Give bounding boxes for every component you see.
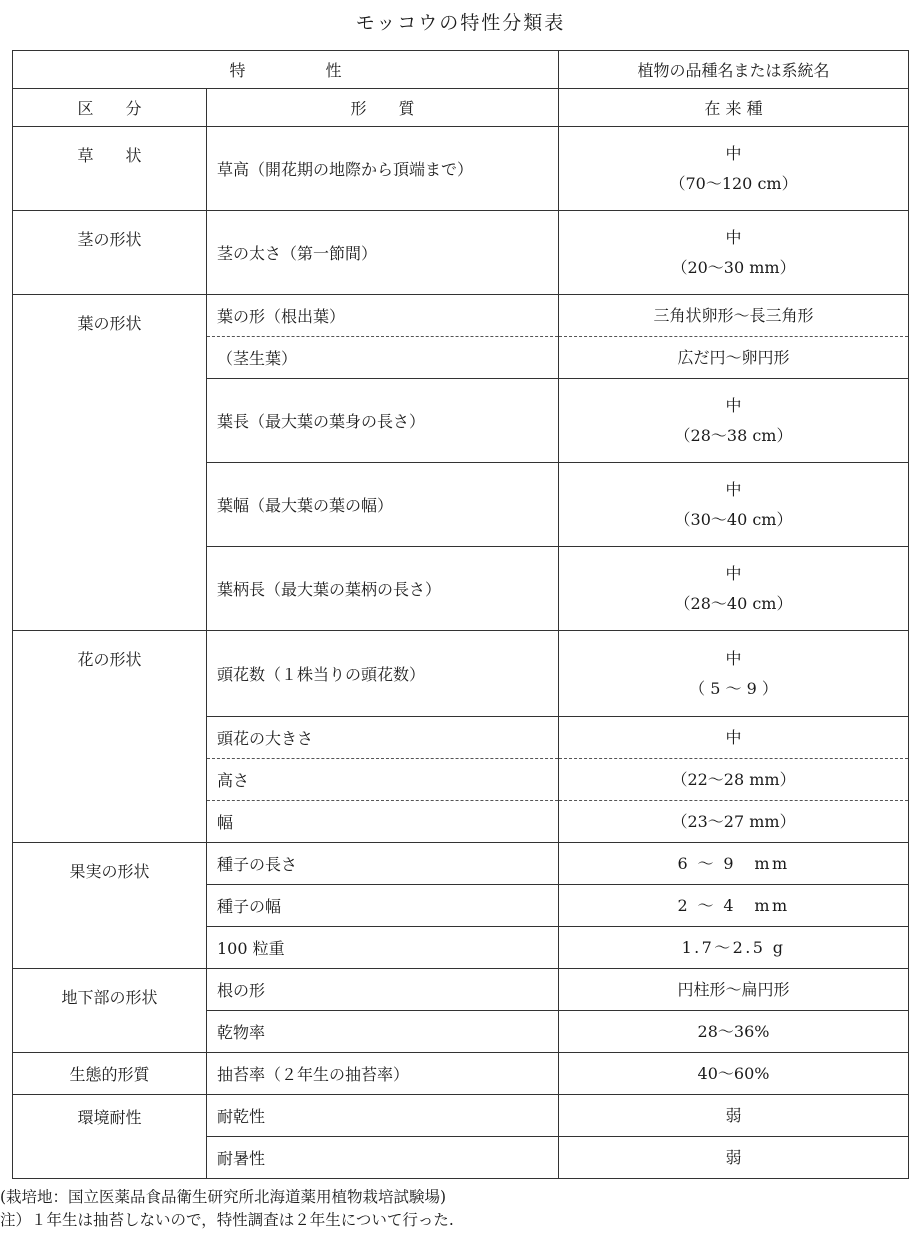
table-row <box>13 211 909 295</box>
category-leaf: 葉の形状 <box>13 295 207 631</box>
trait-value: 2 ～ 4 mm <box>559 885 909 927</box>
trait-table <box>12 50 909 1179</box>
footnotes <box>0 1186 454 1232</box>
category-env: 環境耐性 <box>13 1095 207 1179</box>
cultivation-site-note: (栽培地：国立医薬品食品衛生研究所北海道薬用植物栽培試験場) <box>0 1188 447 1206</box>
trait-value: 弱 <box>559 1095 909 1137</box>
trait-label: 葉長（最大葉の葉身の長さ） <box>207 379 559 463</box>
category-fruit: 果実の形状 <box>13 843 207 969</box>
header-native: 在 来 種 <box>559 89 909 127</box>
trait-label: 頭花数（１株当りの頭花数） <box>207 631 559 717</box>
value-grade: 中 <box>725 648 742 668</box>
page-title: モッコウの特性分類表 <box>355 12 566 34</box>
trait-value: 1.7～2.5 g <box>559 927 909 969</box>
trait-label: 頭花の大きさ <box>207 717 559 759</box>
value-grade: 中 <box>725 395 742 415</box>
value-range: （70～120 cm） <box>669 173 798 193</box>
table-row <box>13 127 909 211</box>
trait-value: 6 ～ 9 mm <box>559 843 909 885</box>
trait-label: 幅 <box>207 801 559 843</box>
category-plant: 草 状 <box>13 127 207 211</box>
value-grade: 中 <box>725 563 742 583</box>
table-subheader-row <box>13 89 909 127</box>
trait-value <box>559 631 909 717</box>
table-row <box>13 1053 909 1095</box>
category-root: 地下部の形状 <box>13 969 207 1053</box>
trait-value: 28～36% <box>559 1011 909 1053</box>
header-character: 形 質 <box>207 89 559 127</box>
trait-value <box>559 379 909 463</box>
trait-value: 円柱形～扁円形 <box>559 969 909 1011</box>
trait-label: 抽苔率（２年生の抽苔率） <box>207 1053 559 1095</box>
value-range: （30～40 cm） <box>674 509 793 529</box>
trait-value <box>559 463 909 547</box>
trait-label: 葉の形（根出葉） <box>207 295 559 337</box>
category-stem: 茎の形状 <box>13 211 207 295</box>
trait-value: （23～27 mm） <box>559 801 909 843</box>
trait-value: 三角状卵形～長三角形 <box>559 295 909 337</box>
trait-value: 中 <box>559 717 909 759</box>
table-row <box>13 295 909 337</box>
table-header-row <box>13 51 909 89</box>
survey-note: 注）１年生は抽苔しないので，特性調査は２年生について行った. <box>0 1211 454 1229</box>
trait-value: 40～60% <box>559 1053 909 1095</box>
trait-label: 草高（開花期の地際から頂端まで） <box>207 127 559 211</box>
value-range: （20～30 mm） <box>671 257 796 277</box>
header-variety: 植物の品種名または系統名 <box>559 51 909 89</box>
trait-label: 種子の幅 <box>207 885 559 927</box>
value-grade: 中 <box>725 143 742 163</box>
trait-label: 種子の長さ <box>207 843 559 885</box>
trait-label: 葉柄長（最大葉の葉柄の長さ） <box>207 547 559 631</box>
trait-value: 弱 <box>559 1137 909 1179</box>
header-trait: 特 性 <box>13 51 559 89</box>
table-row <box>13 843 909 885</box>
value-grade: 中 <box>725 227 742 247</box>
value-grade: 中 <box>725 479 742 499</box>
trait-label: 乾物率 <box>207 1011 559 1053</box>
value-range: （ 5 ～ 9 ） <box>689 678 778 698</box>
trait-label: 茎の太さ（第一節間） <box>207 211 559 295</box>
trait-label: 根の形 <box>207 969 559 1011</box>
category-flower: 花の形状 <box>13 631 207 843</box>
value-range: （28～40 cm） <box>674 593 793 613</box>
value-range: （28～38 cm） <box>674 425 793 445</box>
trait-label: 高さ <box>207 759 559 801</box>
trait-value: 広だ円～卵円形 <box>559 337 909 379</box>
category-eco: 生態的形質 <box>13 1053 207 1095</box>
trait-label: 耐暑性 <box>207 1137 559 1179</box>
trait-value <box>559 547 909 631</box>
trait-label: 100 粒重 <box>207 927 559 969</box>
header-category: 区 分 <box>13 89 207 127</box>
trait-value <box>559 211 909 295</box>
trait-label: 葉幅（最大葉の葉の幅） <box>207 463 559 547</box>
trait-label: （茎生葉） <box>207 337 559 379</box>
trait-label: 耐乾性 <box>207 1095 559 1137</box>
trait-value <box>559 127 909 211</box>
table-row <box>13 969 909 1011</box>
table-row <box>13 1095 909 1137</box>
trait-value: （22～28 mm） <box>559 759 909 801</box>
table-row <box>13 631 909 717</box>
